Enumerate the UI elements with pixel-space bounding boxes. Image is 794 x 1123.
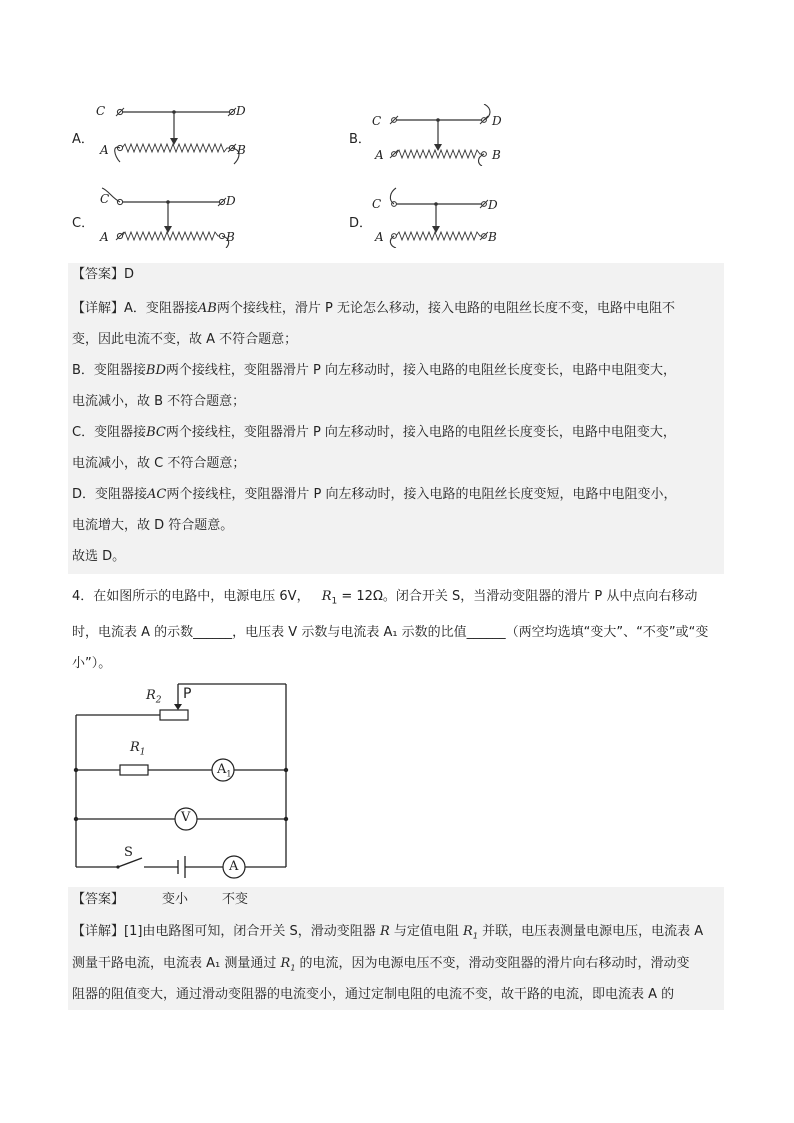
option-a-rheostat-diagram [92,98,252,168]
option-c-label: C． [72,216,95,231]
option-d-label: D． [349,216,373,231]
option-a-label: A． [72,132,94,147]
option-b-terminal-a: A [375,148,384,162]
r2-resistor [160,710,188,720]
option-d-terminal-c: C [372,197,382,211]
answer-q4: 【答案】 变小 不变 [72,892,249,907]
option-c-terminal-c: C [100,192,110,206]
detail-line: 【详解】A．变阻器接AB两个接线柱，滑片 P 无论怎么移动，接入电路的电阻丝长度不变，电路中电阻不 [72,301,675,316]
r2-label: $R_2$ [146,688,162,706]
detail-q4-line: 【详解】[1]由电路图可知，闭合开关 S，滑动变阻器 R 与定值电阻 $R_1$ 并联，电压表测量电源电压，电流表 A [72,924,704,941]
switch-label: S [124,845,133,860]
slider-arrow [174,704,182,710]
ammeter-a-label: A [229,859,239,874]
option-d-terminal-d: D [488,198,498,212]
r1-label: $R_1$ [130,740,146,758]
option-a-terminal-a: A [100,143,109,157]
option-d-terminal-b: B [488,230,497,244]
detail-q4-line: 测量干路电流，电流表 A₁ 测量通过 $R_1$ 的电流，因为电源电压不变，滑动变阻器的滑片向右移动时，滑动变 [72,956,690,973]
question-4-line-2: 时，电流表 A 的示数______，电压表 V 示数与电流表 A₁ 示数的比值______（两空均选填“变大”、“不变”或“变 [72,625,709,640]
option-c-terminal-d: D [226,194,236,208]
option-b-terminal-c: C [372,114,382,128]
detail-q4-line: 阻器的阻值变大，通过滑动变阻器的电流变小，通过定制电阻的电流不变，故干路的电流，即电流表 A 的 [72,987,675,1002]
detail-line: 变，因此电流不变，故 A 不符合题意； [72,332,298,347]
answer-q3: 【答案】D [72,267,135,282]
option-b-terminal-b: B [492,148,501,162]
detail-line: 电流减小，故 C 不符合题意； [72,456,246,471]
option-a-terminal-c: C [96,104,106,118]
option-c-terminal-b: B [226,230,235,244]
detail-line: D．变阻器接AC两个接线柱，变阻器滑片 P 向左移动时，接入电路的电阻丝长度变短，电路中电阻变小， [72,487,677,502]
answer-blank-2: 不变 [222,892,249,907]
voltmeter-label: V [181,810,191,825]
option-b-terminal-d: D [492,114,502,128]
option-b-rheostat-diagram [380,104,510,166]
detail-line: 电流减小，故 B 不符合题意； [72,394,246,409]
ammeter-a1-label: $A_1$ [217,762,232,779]
detail-line: B．变阻器接BD两个接线柱，变阻器滑片 P 向左移动时，接入电路的电阻丝长度变长，电路中电阻变大， [72,363,677,378]
slider-p-label: P [183,686,192,702]
option-a-terminal-d: D [236,104,246,118]
detail-line: 故选 D。 [72,549,126,564]
option-b-label: B． [349,132,371,147]
option-c-terminal-a: A [100,230,109,244]
question-4-line-3: 小”）。 [72,656,112,671]
circuit-diagram [60,680,300,880]
answer-blank-1: 变小 [162,892,189,907]
detail-line: C．变阻器接BC两个接线柱，变阻器滑片 P 向左移动时，接入电路的电阻丝长度变长，电路中电阻变大， [72,425,676,440]
r1-resistor [120,765,148,775]
detail-line: 电流增大，故 D 符合题意。 [72,518,234,533]
option-a-terminal-b: B [237,143,246,157]
option-d-terminal-a: A [375,230,384,244]
question-4-line-1: 4．在如图所示的电路中，电源电压 6V， $R_1 = 12\Omega$。闭合开关 S，当滑动变阻器的滑片 P 从中点向右移动 [72,589,698,607]
